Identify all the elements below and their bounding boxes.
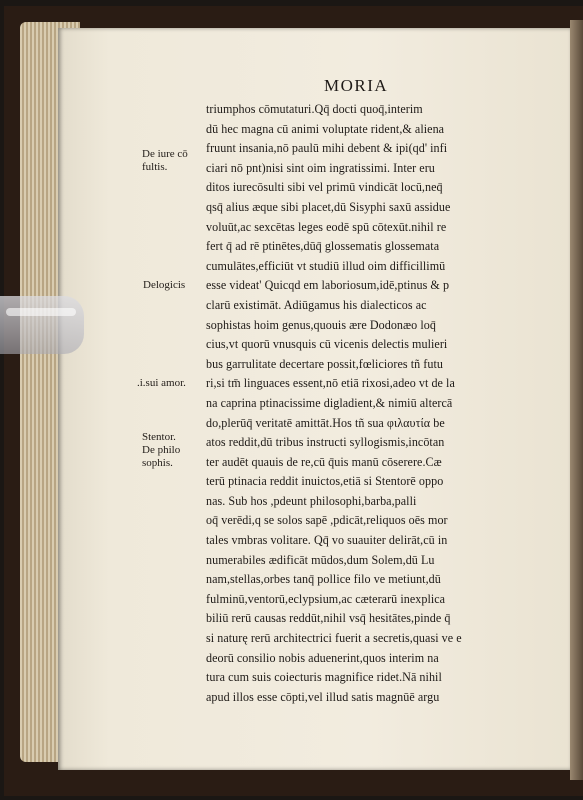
text-line: fulminū,ventorū,eclypsium,ac cæterarū inexplica — [206, 591, 446, 606]
text-line: terū ptinacia reddit inuictos,etiā si Stentorē oppo — [206, 474, 444, 489]
page-clip-shine — [6, 308, 76, 316]
text-line: na caprina ptinacissime digladient,& nimiū altercā — [206, 395, 453, 410]
margin-note-line: De iure cō — [142, 148, 188, 160]
margin-note-line: De philo — [142, 444, 181, 456]
margin-note-iure — [142, 148, 188, 174]
text-line: voluūt,ac sexcētas leges eodē spū cōtexūt.nihil re — [206, 219, 447, 234]
text-line: ri,si tm̄ linguaces essent,nō etiā rixosi,adeo vt de la — [206, 376, 455, 391]
text-line: nam,stellas,orbes tanq̄ pollice filo ve metiunt,dū — [206, 572, 441, 587]
text-line: biliū rerū causas reddūt,nihil vsq̄ hesitātes,pinde q̄ — [206, 611, 451, 626]
facing-page-edge — [570, 20, 583, 780]
margin-note-line: Stentor. — [142, 431, 176, 443]
text-line: oq̄ verēdi,q se solos sapē ,pdicāt,reliquos oēs mor — [206, 513, 448, 528]
margin-note-line: sophis. — [142, 457, 173, 469]
text-line: ter audēt quauis de re,cū q̄uis manū cōserere.Cæ — [206, 454, 442, 469]
text-line: clarū existimāt. Adiūgamus his dialecticos ac — [206, 297, 427, 312]
text-line: dū hec magna cū animi voluptate rident,& aliena — [206, 121, 445, 136]
text-line: triumphos cōmutaturi.Qq̄ docti quoq̄,interim — [206, 102, 423, 116]
margin-note-line: fultis. — [142, 161, 168, 173]
text-line: fruunt insania,nō paulū mihi debent & ipi(qd' infi — [206, 141, 448, 156]
text-line: apud illos esse cōpti,vel illud satis magnūē argu — [206, 689, 440, 704]
text-line: ditos iurecōsulti sibi vel primū vindicāt locū,neq̄ — [206, 180, 443, 195]
text-line: numerabiles ædificāt mūdos,dum Solem,dū Lu — [206, 552, 435, 567]
text-line: sophistas hoim genus,quouis ære Dodonæo loq̄ — [206, 317, 436, 332]
text-line: cius,vt quorū vnusquis cū vicenis delectis mulieri — [206, 337, 448, 352]
margin-note-stentor — [142, 431, 180, 470]
text-line: atos reddit,dū tribus instructi syllogismis,incōtan — [206, 435, 445, 450]
text-line: ciari nō pnt)nisi sint oim ingratissimi. Inter eru — [206, 160, 435, 175]
text-line: tura cum suis coiecturis magnifice ridet.Nā nihil — [206, 670, 442, 685]
text-line: tales vmbras volitare. Qq̄ vo suauiter delirāt,cū in — [206, 533, 448, 548]
text-line: qsq̄ alius æque sibi placet,dū Sisyphi saxū assidue — [206, 199, 451, 214]
text-line: esse videat' Quicqd em laboriosum,idē,ptinus & p — [206, 278, 450, 293]
text-line: bus garrulitate decertare possit,fœliciores tñ futu — [206, 356, 443, 371]
text-line: fert q̄ ad rē ptinētes,dūq̄ glossematis glossemata — [206, 239, 440, 254]
body-text — [206, 100, 536, 707]
margin-note-line: Delogicis — [143, 279, 186, 291]
text-line: si naturę rerū architectrici fuerit a secretis,quasi ve e — [206, 631, 462, 646]
margin-note-amor — [137, 377, 186, 390]
text-line: nas. Sub hos ,pdeunt philosophi,barba,palli — [206, 493, 417, 508]
margin-note-logicis — [143, 279, 185, 292]
margin-note-line: .i.sui amor. — [137, 377, 186, 389]
page-clip — [0, 296, 84, 354]
text-line: deorū consilio nobis aduenerint,quos interim na — [206, 650, 439, 665]
text-line: do,plerūq̄ veritatē amittāt.Hos tñ sua φιλαυτία be — [206, 415, 445, 430]
running-head: MORIA — [324, 76, 389, 95]
text-line: cumulātes,efficiūt vt studiū illud oim difficillimū — [206, 258, 446, 273]
